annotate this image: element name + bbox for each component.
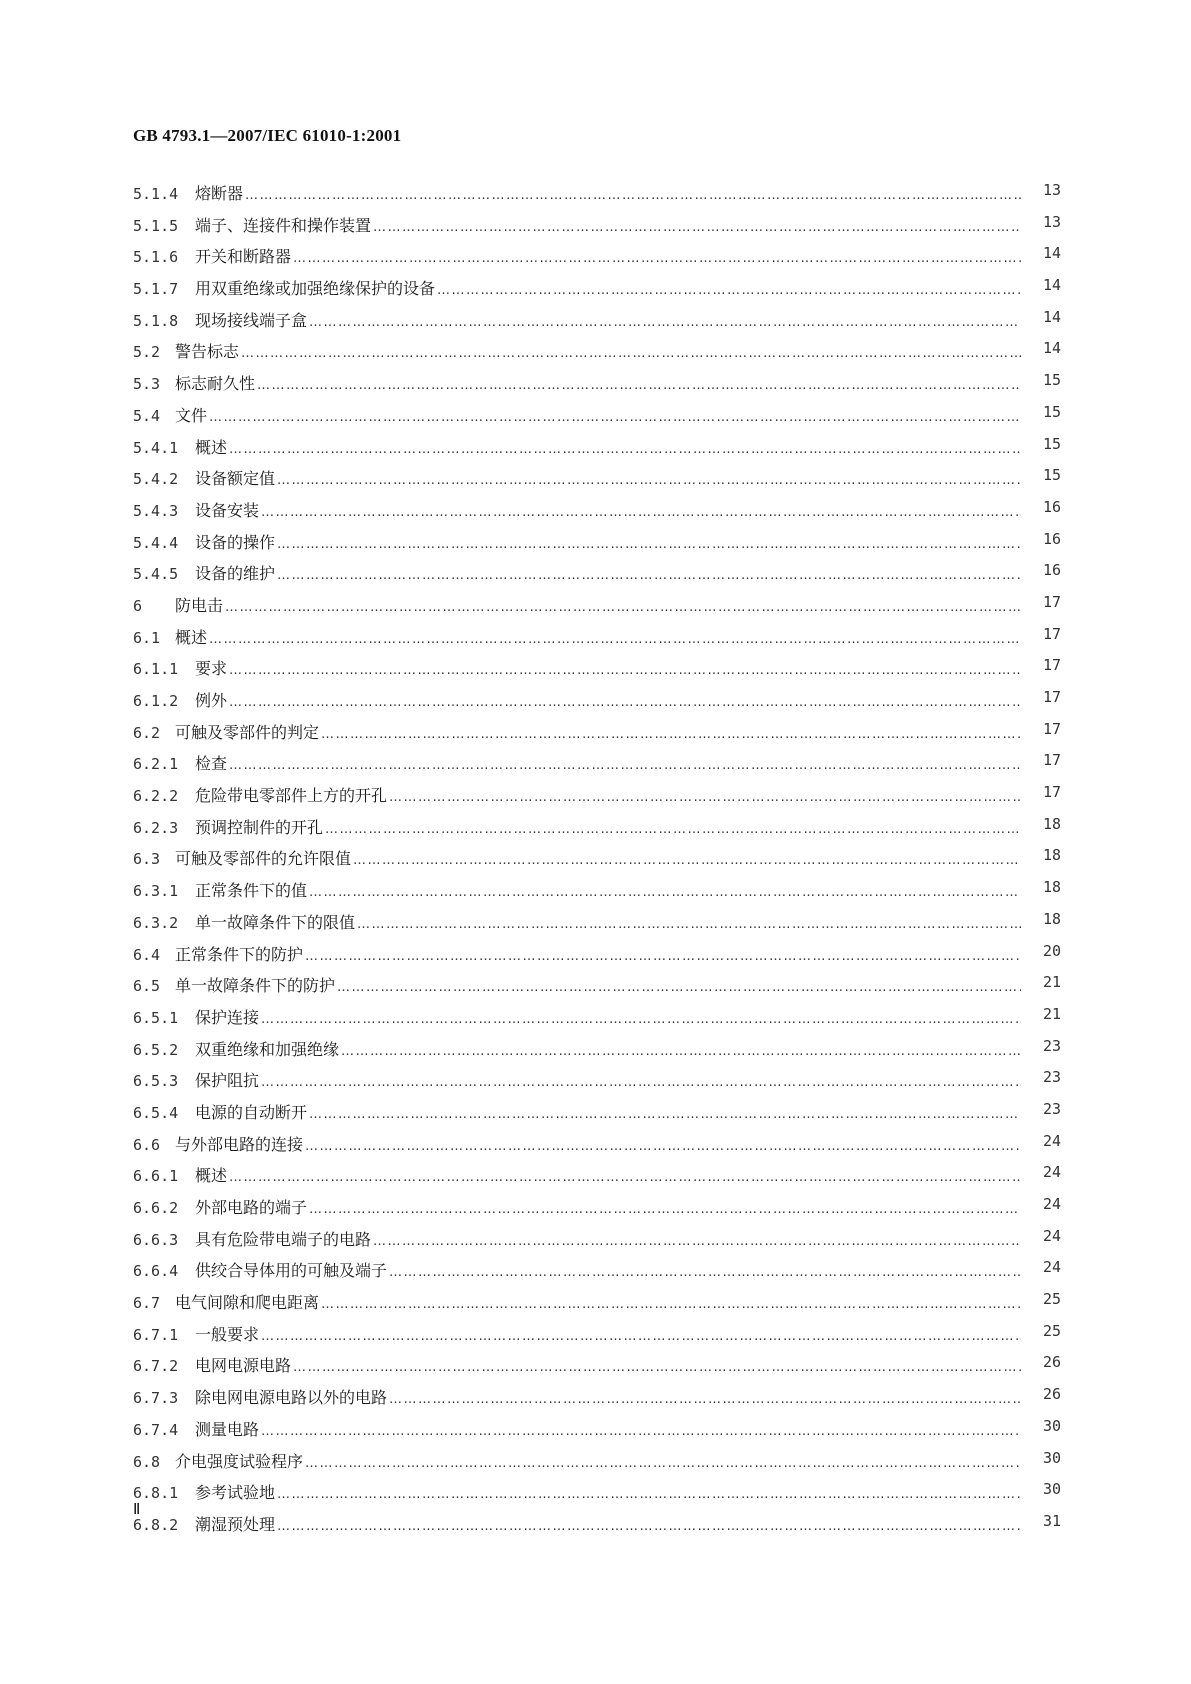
toc-entry bbox=[133, 244, 1061, 276]
toc-dot-leader bbox=[325, 822, 1021, 837]
toc-page-number: 23 bbox=[1042, 1036, 1061, 1055]
toc-section-number: 6.7 bbox=[133, 1294, 161, 1313]
toc-section-title: 双重绝缘和加强绝缘 bbox=[195, 1039, 340, 1059]
toc-section-title: 电网电源电路 bbox=[195, 1356, 292, 1376]
toc-entry bbox=[133, 751, 1061, 783]
toc-entry-label bbox=[133, 1100, 1021, 1123]
toc-page-number: 20 bbox=[1042, 941, 1061, 960]
toc-entry bbox=[133, 593, 1061, 625]
toc-entry-label bbox=[133, 1037, 1021, 1060]
toc-entry-label bbox=[133, 1353, 1021, 1376]
toc-section-title: 保护阻抗 bbox=[195, 1071, 260, 1091]
toc-dot-leader bbox=[209, 410, 1021, 425]
toc-dot-leader bbox=[309, 1107, 1021, 1122]
toc-dot-leader bbox=[261, 1012, 1021, 1027]
toc-section-title: 预调控制件的开孔 bbox=[195, 817, 324, 837]
toc-section-title: 警告标志 bbox=[175, 342, 240, 362]
toc-section-title: 单一故障条件下的防护 bbox=[175, 976, 336, 996]
toc-entry bbox=[133, 1417, 1061, 1449]
toc-dot-leader bbox=[341, 1044, 1021, 1059]
toc-entry bbox=[133, 1512, 1061, 1544]
toc-dot-leader bbox=[261, 1424, 1021, 1439]
toc-entry-label bbox=[133, 1449, 1021, 1472]
toc-section-title: 概述 bbox=[195, 437, 228, 457]
toc-section-title: 标志耐久性 bbox=[175, 374, 256, 394]
toc-entry bbox=[133, 846, 1061, 878]
toc-page-number: 17 bbox=[1042, 688, 1061, 706]
toc-entry-label bbox=[133, 688, 1021, 711]
toc-entry bbox=[133, 973, 1061, 1005]
toc-section-title: 概述 bbox=[175, 627, 208, 647]
toc-entry bbox=[133, 942, 1061, 974]
toc-entry-label bbox=[133, 1480, 1021, 1503]
toc-entry bbox=[133, 1132, 1061, 1164]
toc-page-number: 24 bbox=[1042, 1195, 1061, 1213]
toc-dot-leader bbox=[389, 1392, 1021, 1407]
toc-section-number: 6.6.1 bbox=[133, 1167, 179, 1186]
toc-entry bbox=[133, 276, 1061, 308]
toc-dot-leader bbox=[277, 1487, 1021, 1502]
toc-page-number: 16 bbox=[1042, 497, 1061, 516]
toc-section-title: 检查 bbox=[195, 754, 228, 774]
toc-page-number: 14 bbox=[1042, 307, 1061, 326]
toc-entry-label bbox=[133, 593, 1021, 616]
toc-section-number: 5.4.2 bbox=[133, 470, 179, 489]
toc-entry bbox=[133, 498, 1061, 530]
toc-page-number: 24 bbox=[1042, 1226, 1061, 1245]
toc-entry-label bbox=[133, 1132, 1021, 1155]
toc-section-number: 5.4.1 bbox=[133, 438, 179, 457]
toc-section-title: 电气间隙和爬电距离 bbox=[175, 1293, 320, 1313]
toc-section-number: 5.1.6 bbox=[133, 248, 179, 267]
toc-section-title: 防电击 bbox=[175, 595, 224, 615]
toc-entry bbox=[133, 1385, 1061, 1417]
table-of-contents bbox=[133, 181, 1061, 1544]
toc-section-number: 6.6 bbox=[133, 1135, 161, 1154]
toc-section-number: 6.2 bbox=[133, 723, 161, 742]
toc-dot-leader bbox=[229, 442, 1021, 457]
toc-page-number: 25 bbox=[1042, 1321, 1061, 1340]
toc-section-number: 6 bbox=[133, 596, 143, 615]
toc-section-title: 参考试验地 bbox=[195, 1483, 276, 1503]
toc-section-number: 6.3.2 bbox=[133, 913, 179, 932]
toc-entry bbox=[133, 1037, 1061, 1069]
toc-dot-leader bbox=[321, 1297, 1021, 1312]
toc-dot-leader bbox=[337, 980, 1021, 995]
toc-page-number: 17 bbox=[1042, 624, 1061, 643]
toc-section-number: 6.3.1 bbox=[133, 882, 179, 901]
toc-page-number: 15 bbox=[1042, 466, 1061, 485]
toc-page-number: 15 bbox=[1042, 402, 1061, 421]
toc-entry-label bbox=[133, 561, 1021, 584]
toc-section-title: 可触及零部件的允许限值 bbox=[175, 849, 352, 869]
toc-entry bbox=[133, 339, 1061, 371]
toc-page-number: 30 bbox=[1042, 1448, 1061, 1467]
toc-entry bbox=[133, 1449, 1061, 1481]
toc-section-number: 5.4 bbox=[133, 406, 161, 425]
toc-entry-label bbox=[133, 244, 1021, 267]
toc-section-title: 设备安装 bbox=[195, 500, 260, 520]
toc-dot-leader bbox=[309, 885, 1021, 900]
toc-section-number: 6.1.2 bbox=[133, 692, 179, 710]
toc-entry-label bbox=[133, 339, 1021, 362]
toc-entry bbox=[133, 530, 1061, 562]
toc-section-title: 用双重绝缘或加强绝缘保护的设备 bbox=[195, 279, 436, 299]
toc-entry-label bbox=[133, 308, 1021, 331]
toc-section-title: 一般要求 bbox=[195, 1324, 260, 1344]
toc-dot-leader bbox=[241, 346, 1021, 361]
toc-section-number: 5.1.8 bbox=[133, 311, 179, 330]
toc-entry bbox=[133, 815, 1061, 847]
toc-dot-leader bbox=[229, 695, 1021, 710]
toc-entry-label bbox=[133, 213, 1021, 236]
toc-entry bbox=[133, 783, 1061, 815]
toc-entry bbox=[133, 878, 1061, 910]
toc-page-number: 17 bbox=[1042, 719, 1061, 738]
toc-dot-leader bbox=[309, 1202, 1021, 1217]
toc-entry-label bbox=[133, 466, 1021, 489]
toc-entry bbox=[133, 466, 1061, 498]
toc-section-number: 6.6.3 bbox=[133, 1230, 179, 1249]
toc-section-number: 6.1 bbox=[133, 628, 161, 647]
toc-dot-leader bbox=[257, 378, 1021, 393]
toc-entry-label bbox=[133, 973, 1021, 996]
toc-entry bbox=[133, 1353, 1061, 1385]
toc-entry-label bbox=[133, 403, 1021, 426]
toc-dot-leader bbox=[225, 600, 1021, 615]
toc-entry bbox=[133, 1258, 1061, 1290]
toc-dot-leader bbox=[245, 188, 1021, 203]
toc-entry bbox=[133, 1068, 1061, 1100]
toc-section-title: 外部电路的端子 bbox=[195, 1198, 308, 1217]
toc-page-number: 17 bbox=[1042, 656, 1061, 675]
toc-section-number: 5.4.4 bbox=[133, 533, 179, 552]
toc-page-number: 17 bbox=[1042, 592, 1061, 611]
toc-page-number: 23 bbox=[1042, 1099, 1061, 1118]
toc-page-number: 30 bbox=[1042, 1480, 1061, 1499]
toc-page-number: 18 bbox=[1042, 846, 1061, 865]
toc-entry-label bbox=[133, 625, 1021, 648]
toc-section-number: 6.2.1 bbox=[133, 755, 179, 774]
toc-section-number: 6.2.2 bbox=[133, 787, 179, 806]
toc-entry-label bbox=[133, 1417, 1021, 1440]
toc-entry bbox=[133, 688, 1061, 720]
toc-section-number: 6.2.3 bbox=[133, 818, 179, 837]
toc-section-title: 开关和断路器 bbox=[195, 247, 292, 267]
toc-section-number: 6.1.1 bbox=[133, 660, 179, 679]
toc-dot-leader bbox=[373, 220, 1021, 235]
toc-entry bbox=[133, 720, 1061, 752]
toc-entry-label bbox=[133, 1227, 1021, 1250]
toc-entry bbox=[133, 1290, 1061, 1322]
toc-page-number: 24 bbox=[1042, 1131, 1061, 1150]
toc-dot-leader bbox=[293, 251, 1021, 266]
toc-section-title: 测量电路 bbox=[195, 1419, 260, 1439]
toc-entry bbox=[133, 181, 1061, 213]
toc-dot-leader bbox=[353, 853, 1021, 868]
toc-section-number: 5.1.7 bbox=[133, 280, 179, 299]
toc-section-number: 6.7.1 bbox=[133, 1325, 179, 1344]
toc-section-number: 5.4.5 bbox=[133, 565, 179, 584]
toc-entry bbox=[133, 561, 1061, 593]
toc-section-number: 5.4.3 bbox=[133, 501, 179, 520]
toc-section-number: 6.5.3 bbox=[133, 1072, 179, 1091]
toc-entry-label bbox=[133, 751, 1021, 774]
toc-dot-leader bbox=[229, 663, 1021, 678]
toc-entry bbox=[133, 1227, 1061, 1259]
toc-section-title: 设备额定值 bbox=[195, 469, 276, 489]
toc-entry bbox=[133, 1100, 1061, 1132]
toc-page-number: 24 bbox=[1042, 1163, 1061, 1182]
toc-dot-leader bbox=[277, 1519, 1021, 1534]
toc-page-number: 30 bbox=[1042, 1416, 1061, 1435]
toc-section-title: 设备的操作 bbox=[195, 532, 276, 552]
toc-page-number: 15 bbox=[1042, 371, 1061, 390]
toc-section-number: 5.2 bbox=[133, 343, 161, 362]
toc-section-title: 文件 bbox=[175, 405, 208, 425]
toc-dot-leader bbox=[437, 283, 1021, 298]
toc-page-number: 18 bbox=[1042, 814, 1061, 833]
toc-section-number: 6.6.2 bbox=[133, 1199, 179, 1217]
toc-entry-label bbox=[133, 1258, 1021, 1281]
toc-entry-label bbox=[133, 815, 1021, 838]
toc-page-number: 15 bbox=[1042, 434, 1061, 453]
toc-dot-leader bbox=[277, 537, 1021, 552]
toc-page-number: 13 bbox=[1042, 181, 1061, 199]
toc-page-number: 17 bbox=[1042, 783, 1061, 802]
toc-entry bbox=[133, 1480, 1061, 1512]
toc-entry-label bbox=[133, 181, 1021, 204]
toc-entry-label bbox=[133, 1290, 1021, 1313]
toc-section-number: 6.5.2 bbox=[133, 1040, 179, 1059]
toc-section-title: 危险带电零部件上方的开孔 bbox=[195, 786, 388, 806]
toc-section-title: 正常条件下的防护 bbox=[175, 944, 304, 964]
toc-page-number: 21 bbox=[1042, 1004, 1061, 1023]
toc-page-number: 25 bbox=[1042, 1290, 1061, 1309]
toc-section-number: 6.8 bbox=[133, 1452, 161, 1471]
toc-page-number: 18 bbox=[1042, 909, 1061, 928]
toc-section-number: 6.5.1 bbox=[133, 1008, 179, 1027]
toc-entry-label bbox=[133, 1068, 1021, 1091]
toc-section-title: 单一故障条件下的限值 bbox=[195, 912, 356, 932]
toc-entry-label bbox=[133, 1163, 1021, 1186]
toc-section-number: 6.5.4 bbox=[133, 1103, 179, 1122]
toc-entry-label bbox=[133, 910, 1021, 933]
toc-section-title: 要求 bbox=[195, 659, 228, 679]
toc-entry-label bbox=[133, 435, 1021, 458]
toc-entry-label bbox=[133, 371, 1021, 394]
toc-section-title: 概述 bbox=[195, 1166, 228, 1186]
toc-entry-label bbox=[133, 942, 1021, 965]
toc-entry-label bbox=[133, 530, 1021, 553]
toc-entry bbox=[133, 435, 1061, 467]
toc-entry-label bbox=[133, 498, 1021, 521]
page-number-roman: Ⅱ bbox=[133, 1502, 141, 1518]
toc-section-number: 6.8.1 bbox=[133, 1484, 179, 1503]
toc-page-number: 23 bbox=[1042, 1068, 1061, 1087]
toc-section-number: 6.7.4 bbox=[133, 1420, 179, 1439]
toc-dot-leader bbox=[209, 632, 1021, 647]
toc-entry-label bbox=[133, 656, 1021, 679]
toc-dot-leader bbox=[373, 1234, 1021, 1249]
toc-section-number: 6.5 bbox=[133, 977, 161, 996]
toc-entry-label bbox=[133, 1005, 1021, 1028]
toc-entry bbox=[133, 371, 1061, 403]
toc-section-title: 设备的维护 bbox=[195, 564, 276, 584]
toc-entry-label bbox=[133, 720, 1021, 743]
toc-dot-leader bbox=[389, 1265, 1021, 1280]
toc-dot-leader bbox=[261, 1075, 1021, 1090]
toc-section-number: 6.7.2 bbox=[133, 1357, 179, 1376]
toc-section-title: 除电网电源电路以外的电路 bbox=[195, 1388, 388, 1408]
toc-section-title: 熔断器 bbox=[195, 184, 244, 203]
toc-entry-label bbox=[133, 1512, 1021, 1535]
toc-section-title: 现场接线端子盒 bbox=[195, 310, 308, 330]
toc-section-title: 介电强度试验程序 bbox=[175, 1451, 304, 1471]
toc-dot-leader bbox=[229, 758, 1021, 773]
toc-dot-leader bbox=[277, 473, 1021, 488]
toc-section-title: 正常条件下的值 bbox=[195, 881, 308, 901]
toc-section-title: 电源的自动断开 bbox=[195, 1102, 308, 1122]
toc-page-number: 24 bbox=[1042, 1258, 1061, 1277]
toc-entry bbox=[133, 1322, 1061, 1354]
toc-section-number: 6.8.2 bbox=[133, 1515, 179, 1534]
toc-page-number: 14 bbox=[1042, 339, 1061, 358]
toc-page-number: 14 bbox=[1042, 244, 1061, 263]
toc-dot-leader bbox=[309, 315, 1021, 330]
toc-dot-leader bbox=[305, 949, 1021, 964]
toc-entry bbox=[133, 910, 1061, 942]
toc-section-title: 保护连接 bbox=[195, 1007, 260, 1027]
toc-section-title: 端子、连接件和操作装置 bbox=[195, 215, 372, 235]
toc-dot-leader bbox=[357, 917, 1021, 932]
toc-entry bbox=[133, 625, 1061, 657]
toc-entry bbox=[133, 403, 1061, 435]
toc-entry bbox=[133, 308, 1061, 340]
toc-entry-label bbox=[133, 783, 1021, 806]
toc-section-number: 6.6.4 bbox=[133, 1262, 179, 1281]
toc-dot-leader bbox=[261, 1329, 1021, 1344]
toc-dot-leader bbox=[321, 727, 1021, 742]
toc-section-title: 可触及零部件的判定 bbox=[175, 722, 320, 742]
toc-section-number: 6.3 bbox=[133, 850, 161, 869]
toc-dot-leader bbox=[305, 1139, 1021, 1154]
toc-page-number: 17 bbox=[1042, 751, 1061, 770]
toc-section-number: 5.1.4 bbox=[133, 185, 179, 203]
toc-page-number: 16 bbox=[1042, 529, 1061, 548]
toc-entry bbox=[133, 656, 1061, 688]
toc-dot-leader bbox=[229, 1170, 1021, 1185]
toc-page-number: 13 bbox=[1042, 212, 1061, 231]
toc-section-number: 6.4 bbox=[133, 945, 161, 964]
toc-page-number: 26 bbox=[1042, 1385, 1061, 1404]
toc-dot-leader bbox=[389, 790, 1021, 805]
page-header-standard-number: GB 4793.1—2007/IEC 61010-1:2001 bbox=[133, 126, 402, 145]
toc-page-number: 26 bbox=[1042, 1353, 1061, 1372]
toc-page-number: 14 bbox=[1042, 276, 1061, 295]
toc-entry-label bbox=[133, 846, 1021, 869]
toc-entry bbox=[133, 1195, 1061, 1227]
toc-entry bbox=[133, 1005, 1061, 1037]
toc-entry-label bbox=[133, 1195, 1021, 1218]
toc-page-number: 31 bbox=[1042, 1511, 1061, 1530]
toc-section-title: 具有危险带电端子的电路 bbox=[195, 1229, 372, 1249]
toc-section-number: 6.7.3 bbox=[133, 1389, 179, 1408]
toc-dot-leader bbox=[305, 1456, 1021, 1471]
toc-dot-leader bbox=[277, 568, 1021, 583]
toc-entry-label bbox=[133, 276, 1021, 299]
toc-section-title: 例外 bbox=[195, 691, 228, 710]
toc-section-title: 与外部电路的连接 bbox=[175, 1134, 304, 1154]
toc-entry-label bbox=[133, 878, 1021, 901]
toc-entry bbox=[133, 213, 1061, 245]
toc-section-number: 5.1.5 bbox=[133, 216, 179, 235]
toc-section-title: 潮湿预处理 bbox=[195, 1514, 276, 1534]
toc-dot-leader bbox=[293, 1360, 1021, 1375]
toc-entry bbox=[133, 1163, 1061, 1195]
toc-page-number: 21 bbox=[1042, 973, 1061, 992]
toc-page-number: 16 bbox=[1042, 561, 1061, 580]
toc-entry-label bbox=[133, 1385, 1021, 1408]
toc-page-number: 18 bbox=[1042, 878, 1061, 897]
toc-section-number: 5.3 bbox=[133, 375, 161, 394]
toc-entry-label bbox=[133, 1322, 1021, 1345]
toc-section-title: 供绞合导体用的可触及端子 bbox=[195, 1261, 388, 1281]
toc-dot-leader bbox=[261, 505, 1021, 520]
